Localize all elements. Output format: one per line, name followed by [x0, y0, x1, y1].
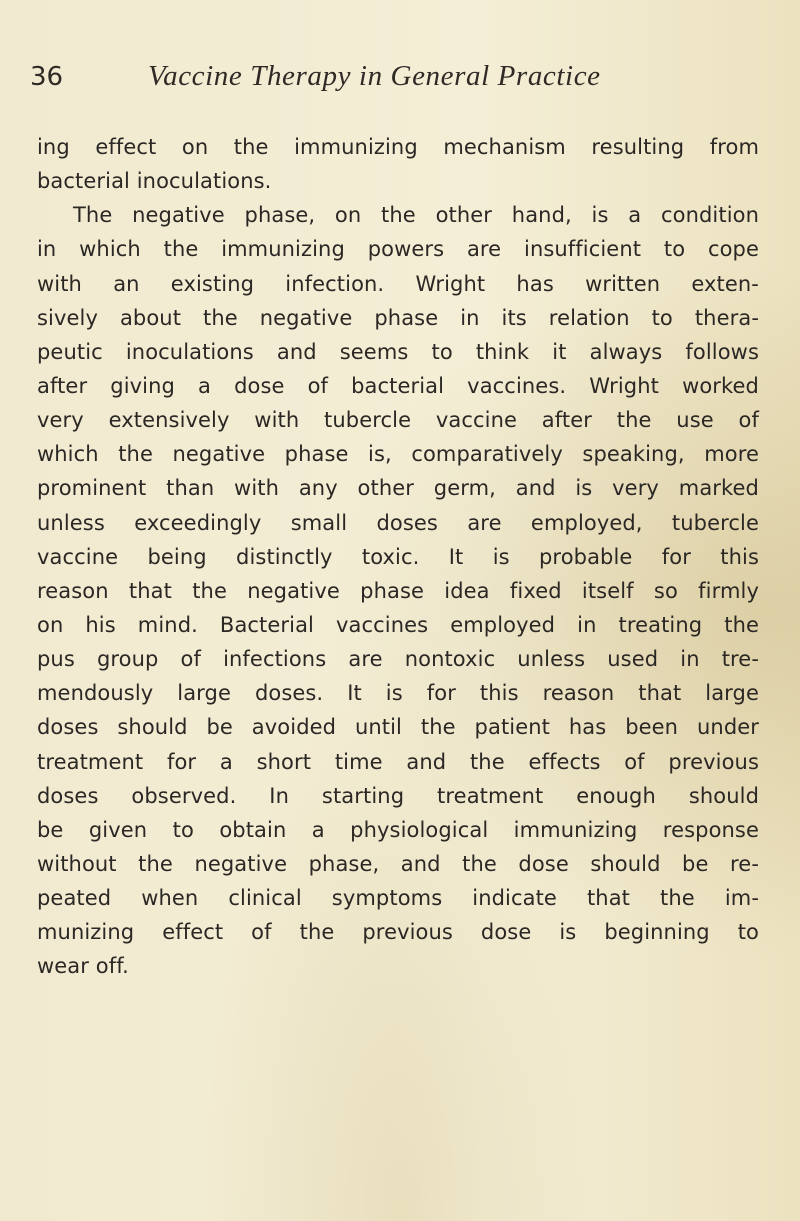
page-number: 36	[30, 62, 64, 92]
text-line: vaccine being distinctly toxic. It is probable for this	[37, 544, 759, 569]
text-line: which the negative phase is, comparatively speaking, more	[37, 442, 759, 467]
text-line: wear off.	[37, 954, 129, 979]
text-line: prominent than with any other germ, and is very marked	[37, 476, 759, 501]
text-line: with an existing infection. Wright has written exten-	[37, 271, 759, 296]
text-line: The negative phase, on the other hand, is a condition	[73, 203, 759, 228]
text-line: munizing effect of the previous dose is beginning to	[37, 920, 759, 945]
text-line: pus group of infections are nontoxic unless used in tre-	[37, 647, 759, 672]
text-line: peated when clinical symptoms indicate that the im-	[37, 886, 759, 911]
text-line: ing effect on the immunizing mechanism resulting from	[37, 135, 759, 159]
text-line: very extensively with tubercle vaccine after the use of	[37, 408, 759, 433]
text-line: in which the immunizing powers are insufficient to cope	[37, 237, 759, 262]
book-title: Vaccine Therapy in General Practice	[148, 60, 601, 92]
text-line: doses observed. In starting treatment enough should	[37, 783, 759, 808]
text-line: after giving a dose of bacterial vaccines. Wright worked	[37, 373, 759, 398]
text-line: bacterial inoculations.	[37, 169, 272, 194]
text-line: sively about the negative phase in its relation to thera-	[37, 305, 759, 330]
text-line: mendously large doses. It is for this reason that large	[37, 681, 759, 706]
running-head	[30, 62, 730, 102]
text-line: doses should be avoided until the patient has been under	[37, 715, 759, 740]
text-line: reason that the negative phase idea fixed itself so firmly	[37, 578, 759, 603]
text-line: be given to obtain a physiological immunizing response	[37, 817, 759, 842]
body-text	[37, 130, 759, 984]
text-line: peutic inoculations and seems to think it always follows	[37, 339, 759, 364]
text-line: on his mind. Bacterial vaccines employed in treating the	[37, 612, 759, 637]
text-line: unless exceedingly small doses are employed, tubercle	[37, 510, 759, 535]
text-line: without the negative phase, and the dose should be re-	[37, 851, 759, 876]
text-line: treatment for a short time and the effects of previous	[37, 749, 759, 774]
